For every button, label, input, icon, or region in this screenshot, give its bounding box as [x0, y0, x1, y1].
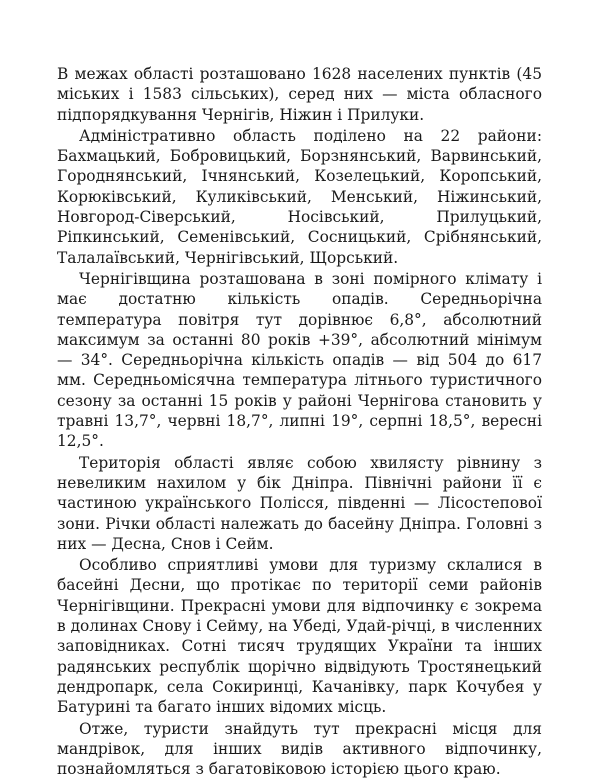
paragraph-territory: Територія області являє собою хвилясту рівнину з невеликим нахилом у бік Дніпра. Північні райони її є частиною українського Полісся, південні — Лісостепової зони. Річки області належать до басейну Дніпра. Головні з них — Десна, Снов і Сейм. — [57, 453, 542, 554]
paragraph-districts: Адміністративно область поділено на 22 райони: Бахмацький, Бобровицький, Борзнянський, Варвинський, Городнянський, Ічнянський, Козелецький, Коропський, Корюківський, Куликівський, Менський, Ніжинський, Новгород-Сіверський, Носівський, Прилуцький, Ріпкинський, Семенівський, Сосницький, Срібнянський, Талалаївський, Чернігівський, Щорський. — [57, 126, 542, 268]
paragraph-tourism: Особливо сприятливі умови для туризму склалися в басейні Десни, що протікає по території семи районів Чернігівщини. Прекрасні умови для відпочинку є зокрема в долинах Снову і Сейму, на Убеді, Удай-річці, в численних заповідниках. Сотні тисяч трудящих України та інших радянських республік щорічно відвідують Тростянецький дендропарк, села Сокиринці, Качанівку, парк Кочубея у Батурині та багато інших відомих місць. — [57, 555, 542, 717]
page-text-body — [57, 64, 542, 779]
paragraph-conclusion: Отже, туристи знайдуть тут прекрасні місця для мандрівок, для інших видів активного відпочинку, познайомляться з багатовіковою історією цього краю. — [57, 719, 542, 779]
paragraph-settlements: В межах області розташовано 1628 населених пунктів (45 міських і 1583 сільських), серед них — міста обласного підпорядкування Чернігів, Ніжин і Прилуки. — [57, 64, 542, 125]
paragraph-climate: Чернігівщина розташована в зоні помірного клімату і має достатню кількість опадів. Середньорічна температура повітря тут дорівнює 6,8°, абсолютний максимум за останні 80 років +39°, абсолютний мінімум — 34°. Середньорічна кількість опадів — від 504 до 617 мм. Середньомісячна температура літнього туристичного сезону за останні 15 років у районі Чернігова становить у травні 13,7°, червні 18,7°, липні 19°, серпні 18,5°, вересні 12,5°. — [57, 269, 542, 452]
